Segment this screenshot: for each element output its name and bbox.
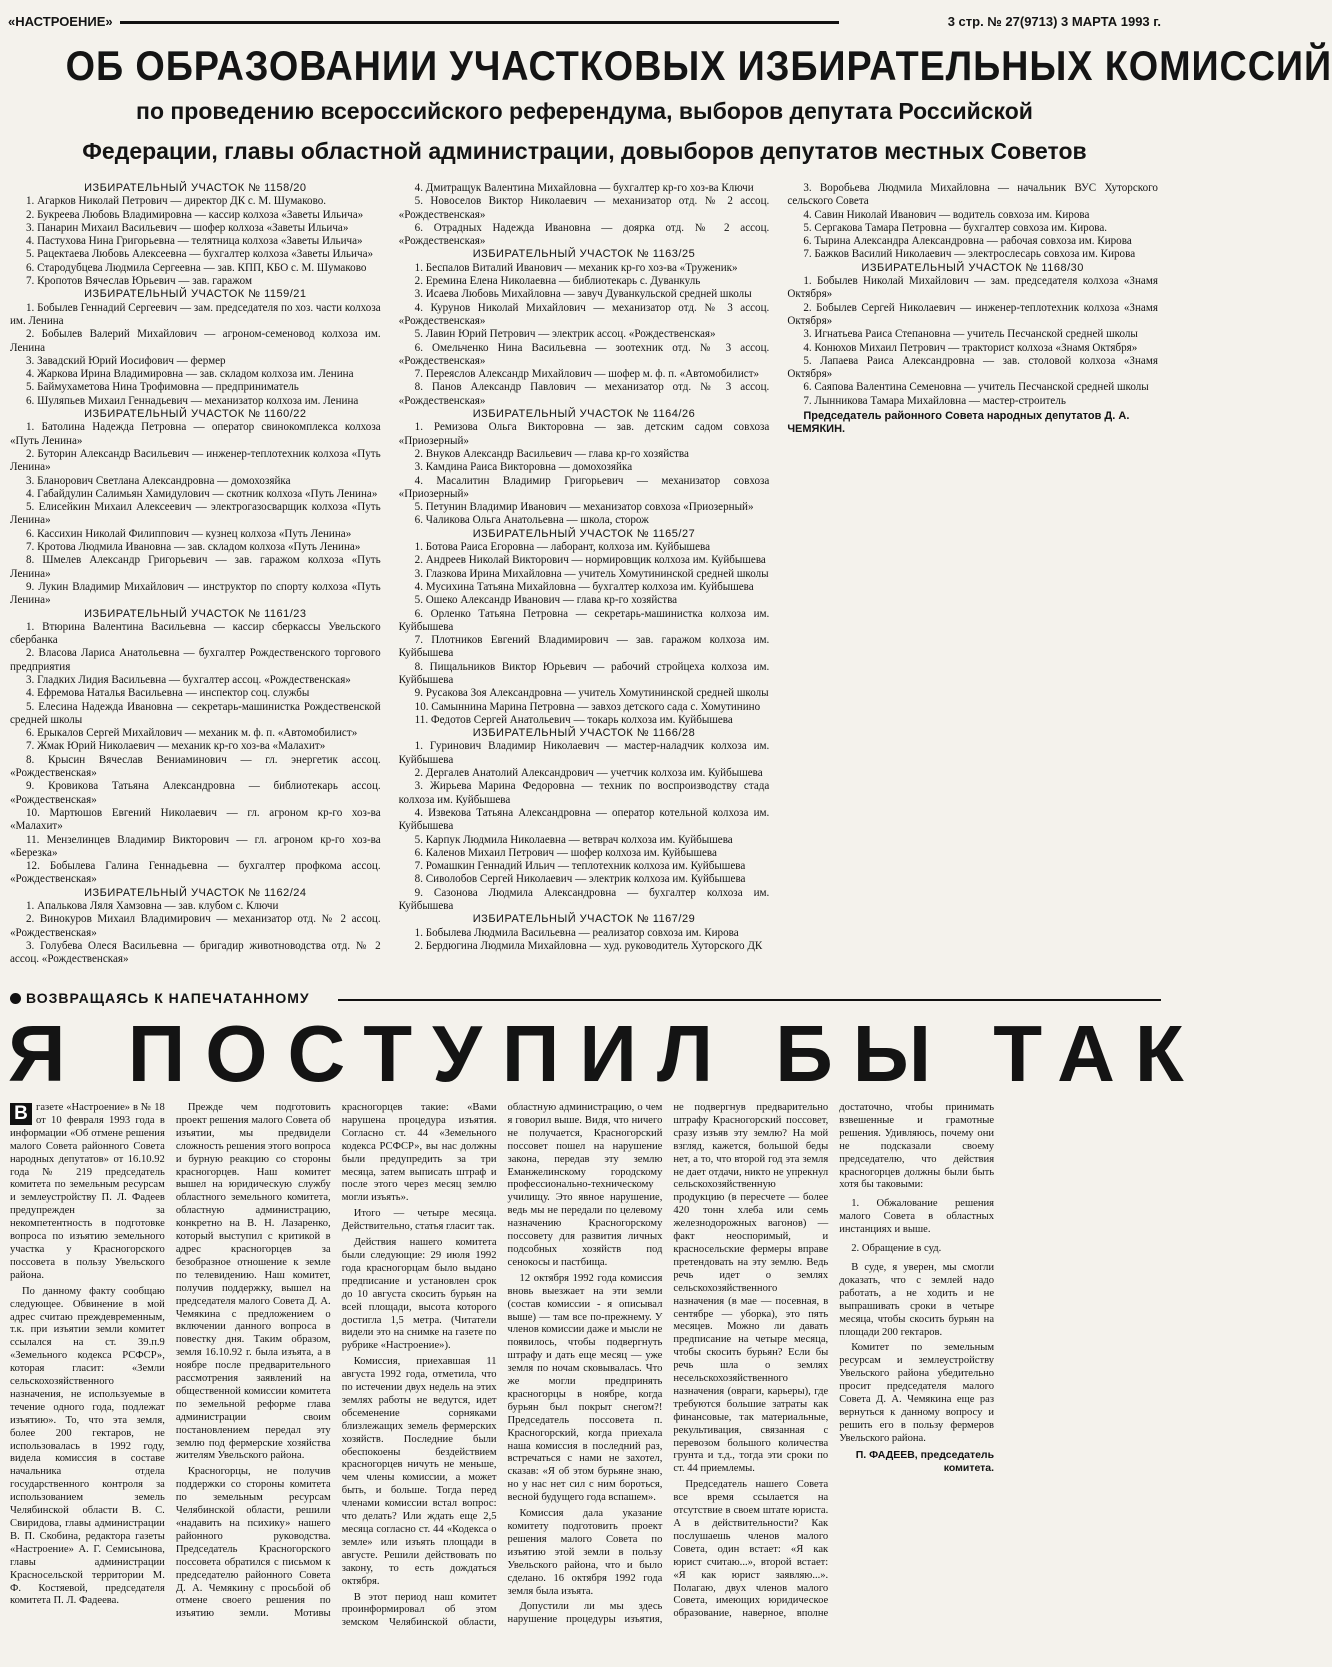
- rubric-rule: [338, 999, 1161, 1001]
- commission-member: 8. Панов Александр Павлович — механизатор отд. № 3 ассоц. «Рождественская»: [398, 381, 770, 407]
- drop-cap: В: [10, 1103, 32, 1125]
- article-paragraph: В этот период наш комитет проинформировал об этом земском Челябинской области, областную администрацию, о чем я говорил выше. Видя, что ничего не получается, Красногорский поссовет пошел на нарушение закона, передав эту землю Еманжелинскому городскому профессионально-техническому училищу. Это явное нарушение, ведь мы не передали по целевому назначению Красногорскому поссовету для развития личных подсобных хозяйств под сенокосы и пастбища.: [341, 1102, 663, 1629]
- precinct-header: ИЗБИРАТЕЛЬНЫЙ УЧАСТОК № 1159/21: [84, 288, 307, 301]
- commission-member: 5. Елисейкин Михаил Алексеевич — электрогазосварщик колхоза «Путь Ленина»: [10, 501, 381, 527]
- commission-member: 8. Сиволобов Сергей Николаевич — электрик колхоза им. Куйбышева: [414, 873, 746, 886]
- commission-member: 4. Пастухова Нина Григорьевна — телятница колхоза «Заветы Ильича»: [26, 235, 363, 248]
- precinct-header: ИЗБИРАТЕЛЬНЫЙ УЧАСТОК № 1166/28: [472, 727, 696, 740]
- commission-member: 6. Ерыкалов Сергей Михайлович — механик м. ф. п. «Автомобилист»: [26, 727, 358, 740]
- article-paragraph: Допустили ли мы здесь нарушение процедуры изъятия, не подвергнув предварительно штрафу Красногорский поссовет, сразу изъяв эту землю? На мой взгляд, кажется, большой беды нет, а то, что второй год эта земля не дает отдачи, никто не упрекнул сельскохозяйственную продукцию (в пересчете — более 420 тонн хлеба или семь железнодорожных вагонов) — факт неоспоримый, и красносельские фермеры вправе претендовать на эту землю. Ведь речь идет о землях сельскохозяйственного назначения (в мае — посевная, в сентябре — уборка), это пять месяцев. Можно ли давать предписание на четыре месяца, чтобы скосить бурьян? Если бы речь шла о землях несельскохозяйственного назначения (овраги, карьеры), где требуются большие затраты как финансовые, так материальные, рекультивация, связанная с перевозом большого количества грунта и т.д., тогда эти сроки по ст. 44 приемлемы.: [507, 1102, 829, 1626]
- commission-member: 4. Жаркова Ирина Владимировна — зав. складом колхоза им. Ленина: [26, 368, 354, 381]
- article-paragraph: Действия нашего комитета были следующие: 29 июля 1992 года красногорцам было выдано предписание и установлен срок до 10 августа скосить бурьян на всей площади, высота которого достигла 1,5 метра. (Читатели видели это на снимке на газете по рубрике «Настроение»).: [341, 1237, 497, 1352]
- commission-member: 7. Лынникова Тамара Михайловна — мастер-строитель: [803, 394, 1066, 407]
- precinct-header: ИЗБИРАТЕЛЬНЫЙ УЧАСТОК № 1167/29: [472, 913, 696, 926]
- commission-member: 3. Жирьева Марина Федоровна — техник по воспроизводству стада колхоза им. Куйбышева: [398, 780, 770, 806]
- commission-member: 6. Каленов Михаил Петрович — шофер колхоза им. Куйбышева: [414, 846, 717, 859]
- precinct-header: ИЗБИРАТЕЛЬНЫЙ УЧАСТОК № 1160/22: [84, 408, 307, 421]
- commission-member: 3. Воробьева Людмила Михайловна — начальник ВУС Хуторского сельского Совета: [787, 182, 1158, 208]
- commission-member: 3. Исаева Любовь Михайловна — завуч Дуванкульской средней школы: [414, 288, 752, 301]
- bullet-icon: [10, 993, 21, 1004]
- article-paragraph: Комиссия, приехавшая 11 августа 1992 года, отметила, что по истечении двух недель на этих землях работы не ведутся, идет обсеменение сорняками близлежащих земель фермерских хозяйств. Последние были обеспокоены бездействием красногорцев ничуть не меньше, чем члены комиссии, а может быть, и больше. Тогда перед членами комиссии встал вопрос: что делать? Или ждать еще 2,5 месяца согласно ст. 44 «Кодекса о земле» или изъять площади в августе. Решили действовать по закону, то есть дождаться октября.: [341, 1356, 497, 1587]
- precinct-header: ИЗБИРАТЕЛЬНЫЙ УЧАСТОК № 1164/26: [472, 408, 696, 421]
- precinct-header: ИЗБИРАТЕЛЬНЫЙ УЧАСТОК № 1163/25: [472, 248, 696, 261]
- article-paragraph: 12 октября 1992 года комиссия вновь выезжает на эти земли (состав комиссии - я описывал выше) — там все по-прежнему. У членов комиссии даже и мысли не появилось, чтобы подвергнуть штрафу и дать еще месяц — уже земля по ночам сковывалась. Что же могли предпринять красногорцы в ноябре, когда бурьян был покрыт снегом?! Председатель поссовета п. Красногорский, когда приехала наша комиссия в последний раз, встречаться с нами не захотел, сказав: «Я об этом бурьяне знаю, но у нас нет сил с ним бороться, весной будущего года вспашем».: [507, 1272, 663, 1504]
- commission-member: 6. Тырина Александра Александровна — рабочая совхоза им. Кирова: [803, 235, 1132, 248]
- commission-member: 4. Ефремова Наталья Васильевна — инспектор соц. службы: [26, 687, 310, 700]
- list-signature: Председатель районного Совета народных депутатов Д. А. ЧЕМЯКИН.: [787, 410, 1130, 436]
- commission-member: 5. Лавин Юрий Петрович — электрик ассоц. «Рождественская»: [414, 328, 716, 341]
- commission-member: 3. Гладких Лидия Васильевна — бухгалтер ассоц. «Рождественская»: [26, 673, 351, 686]
- commission-member: 2. Букреева Любовь Владимировна — кассир колхоза «Заветы Ильича»: [26, 208, 364, 221]
- commission-member: 2. Бердюгина Людмила Михайловна — худ. руководитель Хуторского ДК: [414, 939, 763, 952]
- commission-member: 1. Бобылева Людмила Васильевна — реализатор совхоза им. Кирова: [414, 926, 739, 939]
- commission-member: 7. Жмак Юрий Николаевич — механик кр-го хоз-ва «Малахит»: [26, 740, 326, 753]
- commission-member: 1. Беспалов Виталий Иванович — механик кр-го хоз-ва «Труженик»: [414, 261, 738, 274]
- rubric-title: ВОЗВРАЩАЯСЬ К НАПЕЧАТАННОМУ: [26, 990, 310, 1006]
- rubric-bar: [8, 990, 1161, 1010]
- commission-member: 2. Бобылев Сергей Николаевич — инженер-теплотехник колхоза «Знамя Октября»: [787, 301, 1158, 327]
- main-headline: ОБ ОБРАЗОВАНИИ УЧАСТКОВЫХ ИЗБИРАТЕЛЬНЫХ КОМИССИЙ: [65, 42, 1332, 89]
- commission-member: 1. Бобылев Геннадий Сергеевич — зам. председателя по хоз. части колхоза им. Ленина: [10, 301, 381, 327]
- commission-member: 5. Баймухаметова Нина Трофимовна — предприниматель: [26, 381, 299, 394]
- commission-member: 2. Бобылев Валерий Михайлович — агроном-семеновод колхоза им. Ленина: [10, 328, 381, 354]
- commission-member: 4. Мусихина Татьяна Михайловна — бухгалтер колхоза им. Куйбышева: [414, 580, 754, 593]
- commission-member: 6. Отрадных Надежда Ивановна — доярка отд. № 2 ассоц. «Рождественская»: [398, 221, 770, 248]
- precinct-header: ИЗБИРАТЕЛЬНЫЙ УЧАСТОК № 1158/20: [84, 182, 307, 194]
- commission-member: 6. Саяпова Валентина Семеновна — учитель Песчанской средней школы: [803, 381, 1149, 394]
- commission-member: 6. Стародубцева Людмила Сергеевна — зав. КПП, КБО с. М. Шумаково: [26, 261, 367, 274]
- article-signature: П. ФАДЕЕВ, председатель комитета.: [855, 1448, 995, 1474]
- precinct-header: ИЗБИРАТЕЛЬНЫЙ УЧАСТОК № 1162/24: [84, 886, 307, 899]
- commission-member: 7. Ромашкин Геннадий Ильич — теплотехник колхоза им. Куйбышева: [414, 860, 746, 873]
- commission-member: 2. Еремина Елена Николаевна — библиотекарь с. Дуванкуль: [414, 275, 701, 288]
- commission-member: 1. Батолина Надежда Петровна — оператор свинокомплекса колхоза «Путь Ленина»: [10, 421, 381, 447]
- precinct-commission-list: [10, 182, 1158, 970]
- commission-member: 3. Панарин Михаил Васильевич — шофер колхоза «Заветы Ильича»: [26, 221, 349, 234]
- article-list-item: 1. Обжалование решения малого Совета в областных инстанциях и выше.: [839, 1198, 995, 1236]
- commission-member: 5. Рацектаева Любовь Алексеевна — бухгалтер колхоза «Заветы Ильича»: [26, 248, 374, 261]
- commission-member: 3. Глазкова Ирина Михайловна — учитель Хомутининской средней школы: [414, 567, 769, 580]
- commission-member: 5. Новоселов Виктор Николаевич — механизатор отд. № 2 ассоц. «Рождественская»: [398, 195, 770, 221]
- commission-member: 10. Мартюшов Евгений Николаевич — гл. агроном кр-го хоз-ва «Малахит»: [10, 806, 381, 833]
- commission-member: 7. Бажков Василий Николаевич — электрослесарь совхоза им. Кирова: [803, 248, 1136, 261]
- article-body: [10, 1102, 1160, 1634]
- article-list-item: 2. Обращение в суд.: [851, 1243, 942, 1255]
- commission-member: 5. Лапаева Раиса Александровна — зав. столовой колхоза «Знамя Октября»: [787, 354, 1158, 381]
- commission-member: 4. Дмитращук Валентина Михайловна — бухгалтер кр-го хоз-ва Ключи: [414, 182, 754, 194]
- subheadline-line-1: по проведению всероссийского референдума, выборов депутата Российской: [136, 98, 1033, 124]
- commission-member: 10. Самыннина Марина Петровна — завхоз детского сада с. Хомутинино: [414, 700, 761, 713]
- commission-member: 2. Власова Лариса Анатольевна — бухгалтер Рождественского торгового предприятия: [10, 647, 381, 673]
- commission-member: 6. Шуляпьев Михаил Геннадьевич — механизатор колхоза им. Ленина: [26, 394, 359, 407]
- newspaper-name: «НАСТРОЕНИЕ»: [8, 14, 113, 29]
- precinct-header: ИЗБИРАТЕЛЬНЫЙ УЧАСТОК № 1168/30: [861, 261, 1084, 274]
- precinct-header: ИЗБИРАТЕЛЬНЫЙ УЧАСТОК № 1165/27: [472, 527, 696, 540]
- commission-member: 12. Бобылева Галина Геннадьевна — бухгалтер профкома ассоц. «Рождественская»: [10, 860, 381, 886]
- commission-member: 2. Дергалев Анатолий Александрович — учетчик колхоза им. Куйбышева: [414, 767, 763, 780]
- masthead-rule: [120, 21, 839, 24]
- article-paragraph: В суде, я уверен, мы смогли доказать, что с землей надо работать, а не ходить и не выпрашивать сроки в четыре месяца, чтобы скосить бурьян на площади 200 гектаров.: [839, 1261, 995, 1338]
- commission-member: 3. Завадский Юрий Иосифович — фермер: [26, 354, 226, 367]
- commission-member: 4. Конюхов Михаил Петрович — тракторист колхоза «Знамя Октября»: [803, 341, 1138, 354]
- commission-member: 4. Савин Николай Иванович — водитель совхоза им. Кирова: [803, 208, 1090, 221]
- issue-info: 3 стр. № 27(9713) 3 МАРТА 1993 г.: [947, 14, 1161, 29]
- commission-member: 7. Кропотов Вячеслав Юрьевич — зав. гаражом: [26, 275, 252, 288]
- commission-member: 5. Елесина Надежда Ивановна — секретарь-машинистка Рождественской средней школы: [10, 700, 381, 726]
- commission-member: 2. Буторин Александр Васильевич — инженер-теплотехник колхоза «Путь Ленина»: [10, 447, 381, 474]
- article-lead-paragraph: [10, 1102, 165, 1283]
- commission-member: 5. Петунин Владимир Иванович — механизатор совхоза «Приозерный»: [414, 501, 754, 514]
- commission-member: 9. Сазонова Людмила Александровна — бухгалтер колхоза им. Куйбышева: [398, 886, 770, 913]
- article-paragraph: Прежде чем подготовить проект решения малого Совета об изъятии, мы предвидели сложность решения этого вопроса и бурную реакцию со стороны красногорцев. Наш комитет вышел на юридическую службу областного земельного комитета, областную администрацию, конкретно на В. Н. Лазаренко, который выступил с критикой в адрес красногорцев за безобразное отношение к земле по телевидению. Наш комитет, получив поддержку, вышел на председателя малого Совета Д. А. Чемякина с предложением о включении данного вопроса в повестку дня. Таким образом, земля 16.10.92 г. была изъята, а в ноябре после предварительного рассмотрения заявлений на общественной комиссии комитета по земельной реформе глава администрации своим постановлением передал эту землю под фермерские хозяйства жителям Увельского района.: [175, 1102, 331, 1462]
- commission-member: 3. Бланорович Светлана Александровна — домохозяйка: [26, 474, 291, 487]
- commission-member: 4. Курунов Николай Михайлович — механизатор отд. № 3 ассоц. «Рождественская»: [398, 301, 770, 327]
- commission-member: 1. Ботова Раиса Егоровна — лаборант, колхоза им. Куйбышева: [414, 541, 711, 554]
- commission-member: 8. Крысин Вячеслав Вениаминович — гл. энергетик ассоц. «Рождественская»: [10, 753, 381, 780]
- article-paragraph: Комитет по земельным ресурсам и землеустройству Увельского района убедительно просит председателя малого Совета Д. А. Чемякина еще раз вернуться к данному вопросу и решить его в пользу фермеров Увельского района.: [839, 1342, 995, 1444]
- commission-member: 1. Агарков Николай Петрович — директор ДК с. М. Шумаково.: [26, 195, 327, 208]
- commission-member: 5. Сергакова Тамара Петровна — бухгалтер совхоза им. Кирова.: [803, 221, 1108, 234]
- commission-member: 7. Плотников Евгений Владимирович — зав. гаражом колхоза им. Куйбышева: [398, 634, 770, 660]
- commission-member: 6. Кассихин Николай Филиппович — кузнец колхоза «Путь Ленина»: [26, 527, 352, 540]
- commission-member: 6. Чаликова Ольга Анатольевна — школа, сторож: [414, 514, 649, 527]
- precinct-header: ИЗБИРАТЕЛЬНЫЙ УЧАСТОК № 1161/23: [84, 607, 307, 620]
- commission-member: 7. Переяслов Александр Михайлович — шофер м. ф. п. «Автомобилист»: [414, 368, 760, 381]
- commission-member: 2. Андреев Николай Викторович — нормировщик колхоза им. Куйбышева: [414, 554, 766, 567]
- commission-member: 1. Ремизова Ольга Викторовна — зав. детским садом совхоза «Приозерный»: [398, 421, 770, 447]
- commission-member: 11. Мензелинцев Владимир Викторович — гл. агроном кр-го хоз-ва «Березка»: [10, 833, 381, 859]
- commission-member: 6. Орленко Татьяна Петровна — секретарь-машинистка колхоза им. Куйбышева: [398, 607, 770, 633]
- commission-member: 4. Габайдулин Салимьян Хамидулович — скотник колхоза «Путь Ленина»: [26, 487, 378, 500]
- commission-member: 5. Ошеко Александр Иванович — глава кр-го хозяйства: [414, 594, 678, 607]
- subheadline-line-2: Федерации, главы областной администрации, довыборов депутатов местных Советов: [82, 138, 1087, 164]
- lead-text: газете «Настроение» в № 18 от 10 февраля 1993 года в информации «Об отмене решения малого Совета районного Совета народных депутатов» от 16.10.92 года № 219 председатель комитета по земельным ресурсам и землеустройству П. Л. Фадеев предупрежден за некомпетентность в подготовке вопроса по изъятию земельного участка у Красногорского поссовета в пользу Увельского района.: [10, 1102, 165, 1281]
- commission-member: 6. Омельченко Нина Васильевна — зоотехник отд. № 3 ассоц. «Рождественская»: [398, 341, 770, 367]
- commission-member: 9. Русакова Зоя Александровна — учитель Хомутининской средней школы: [414, 687, 769, 700]
- article-paragraph: Комиссия дала указание комитету подготовить проект решения малого Совета по изъятию этой земли в пользу Увельского района, что и было сделано. 16 октября 1992 года земля была изъята.: [507, 1508, 663, 1597]
- commission-member: 4. Извекова Татьяна Александровна — оператор котельной колхоза им. Куйбышева: [398, 806, 770, 833]
- commission-member: 8. Шмелев Александр Григорьевич — зав. гаражом колхоза «Путь Ленина»: [10, 554, 381, 580]
- commission-member: 2. Винокуров Михаил Владимирович — механизатор отд. № 2 ассоц. «Рождественская»: [10, 913, 381, 939]
- commission-member: 2. Внуков Александр Васильевич — глава кр-го хозяйства: [414, 447, 689, 460]
- article-paragraph: Красногорцы, не получив поддержки со стороны комитета по земельным ресурсам Челябинской области, решили «надавить на психику» нашего районного руководства. Председатель Красногорского поссовета обратился с письмом к председателю районного Совета Д. А. Чемякину с просьбой об отмене своего решения по изъятию земли. Мотивы красногорцев такие: «Вами нарушена процедура изъятия. Согласно ст. 44 «Земельного кодекса РСФСР», вы нас должны были предупредить за три месяца, затем выписать штраф и после этого через месяц землю могли изъять».: [175, 1102, 497, 1620]
- commission-member: 1. Втюрина Валентина Васильевна — кассир сберкассы Увельского сбербанка: [10, 620, 381, 647]
- article-title: Я ПОСТУПИЛ БЫ ТАК: [8, 1009, 1204, 1098]
- commission-member: 9. Лукин Владимир Михайлович — инструктор по спорту колхоза «Путь Ленина»: [10, 580, 381, 607]
- commission-member: 3. Игнатьева Раиса Степановна — учитель Песчанской средней школы: [803, 328, 1138, 341]
- article-paragraph: Председатель нашего Совета все время ссылается на отсутствие в своем штате юриста. А в действительности? Как послушаешь членов малого Совета, один встает: «Я как юрист считаю...», второй встает: «Я как юрист заявляю...». Полагаю, двух членов малого Совета, имеющих юридическое образование, наверное, вполне достаточно, чтобы принимать взвешенные и грамотные решения. Удивляюсь, почему они не подсказали своему председателю, что действия красногорцев должны были быть хотя бы таковыми:: [673, 1102, 995, 1620]
- commission-member: 1. Бобылев Николай Михайлович — зам. председателя колхоза «Знамя Октября»: [787, 275, 1158, 301]
- commission-member: 5. Карпук Людмила Николаевна — ветврач колхоза им. Куйбышева: [414, 833, 733, 846]
- commission-member: 1. Гуринович Владимир Николаевич — мастер-наладчик колхоза им. Куйбышева: [398, 740, 770, 766]
- article-paragraph: По данному факту сообщаю следующее. Обвинение в мой адрес считаю преждевременным, т.к. при изъятии земли комитет ссылался на ст. 39.п.9 «Земельного кодекса РСФСР», которая гласит: «Земли сельскохозяйственного назначения, не используемые в течение одного года, подлежат изъятию». То, что эта земля, более 200 гектаров, не использовалась в 1992 году, видела комиссия в составе начальника отдела государственного контроля за использованием земель Челябинской области В. С. Свиридова, главы администрации В. П. Скобина, редактора газеты «Настроение» А. Г. Семисынова, главы администрации Красносельской территории М. Ф. Костяевой, председателя комитета П. Л. Фадеева.: [10, 1285, 165, 1607]
- commission-member: 4. Масалитин Владимир Григорьевич — механизатор совхоза «Приозерный»: [398, 474, 770, 500]
- commission-member: 3. Камдина Раиса Викторовна — домохозяйка: [414, 461, 633, 474]
- commission-member: 11. Федотов Сергей Анатольевич — токарь колхоза им. Куйбышева: [414, 713, 733, 726]
- commission-member: 7. Кротова Людмила Ивановна — зав. складом колхоза «Путь Ленина»: [26, 541, 361, 554]
- commission-member: 3. Голубева Олеся Васильевна — бригадир животноводства отд. № 2 ассоц. «Рождественская»: [10, 939, 381, 966]
- commission-member: 8. Пищальников Виктор Юрьевич — рабочий стройцеха колхоза им. Куйбышева: [398, 660, 770, 686]
- article-paragraph: Итого — четыре месяца. Действительно, статья гласит так.: [341, 1208, 497, 1233]
- commission-member: 9. Кровикова Татьяна Александровна — библиотекарь ассоц. «Рождественская»: [10, 780, 381, 806]
- commission-member: 1. Апалькова Ляля Хамзовна — зав. клубом с. Ключи: [26, 900, 279, 913]
- masthead: [8, 14, 1161, 32]
